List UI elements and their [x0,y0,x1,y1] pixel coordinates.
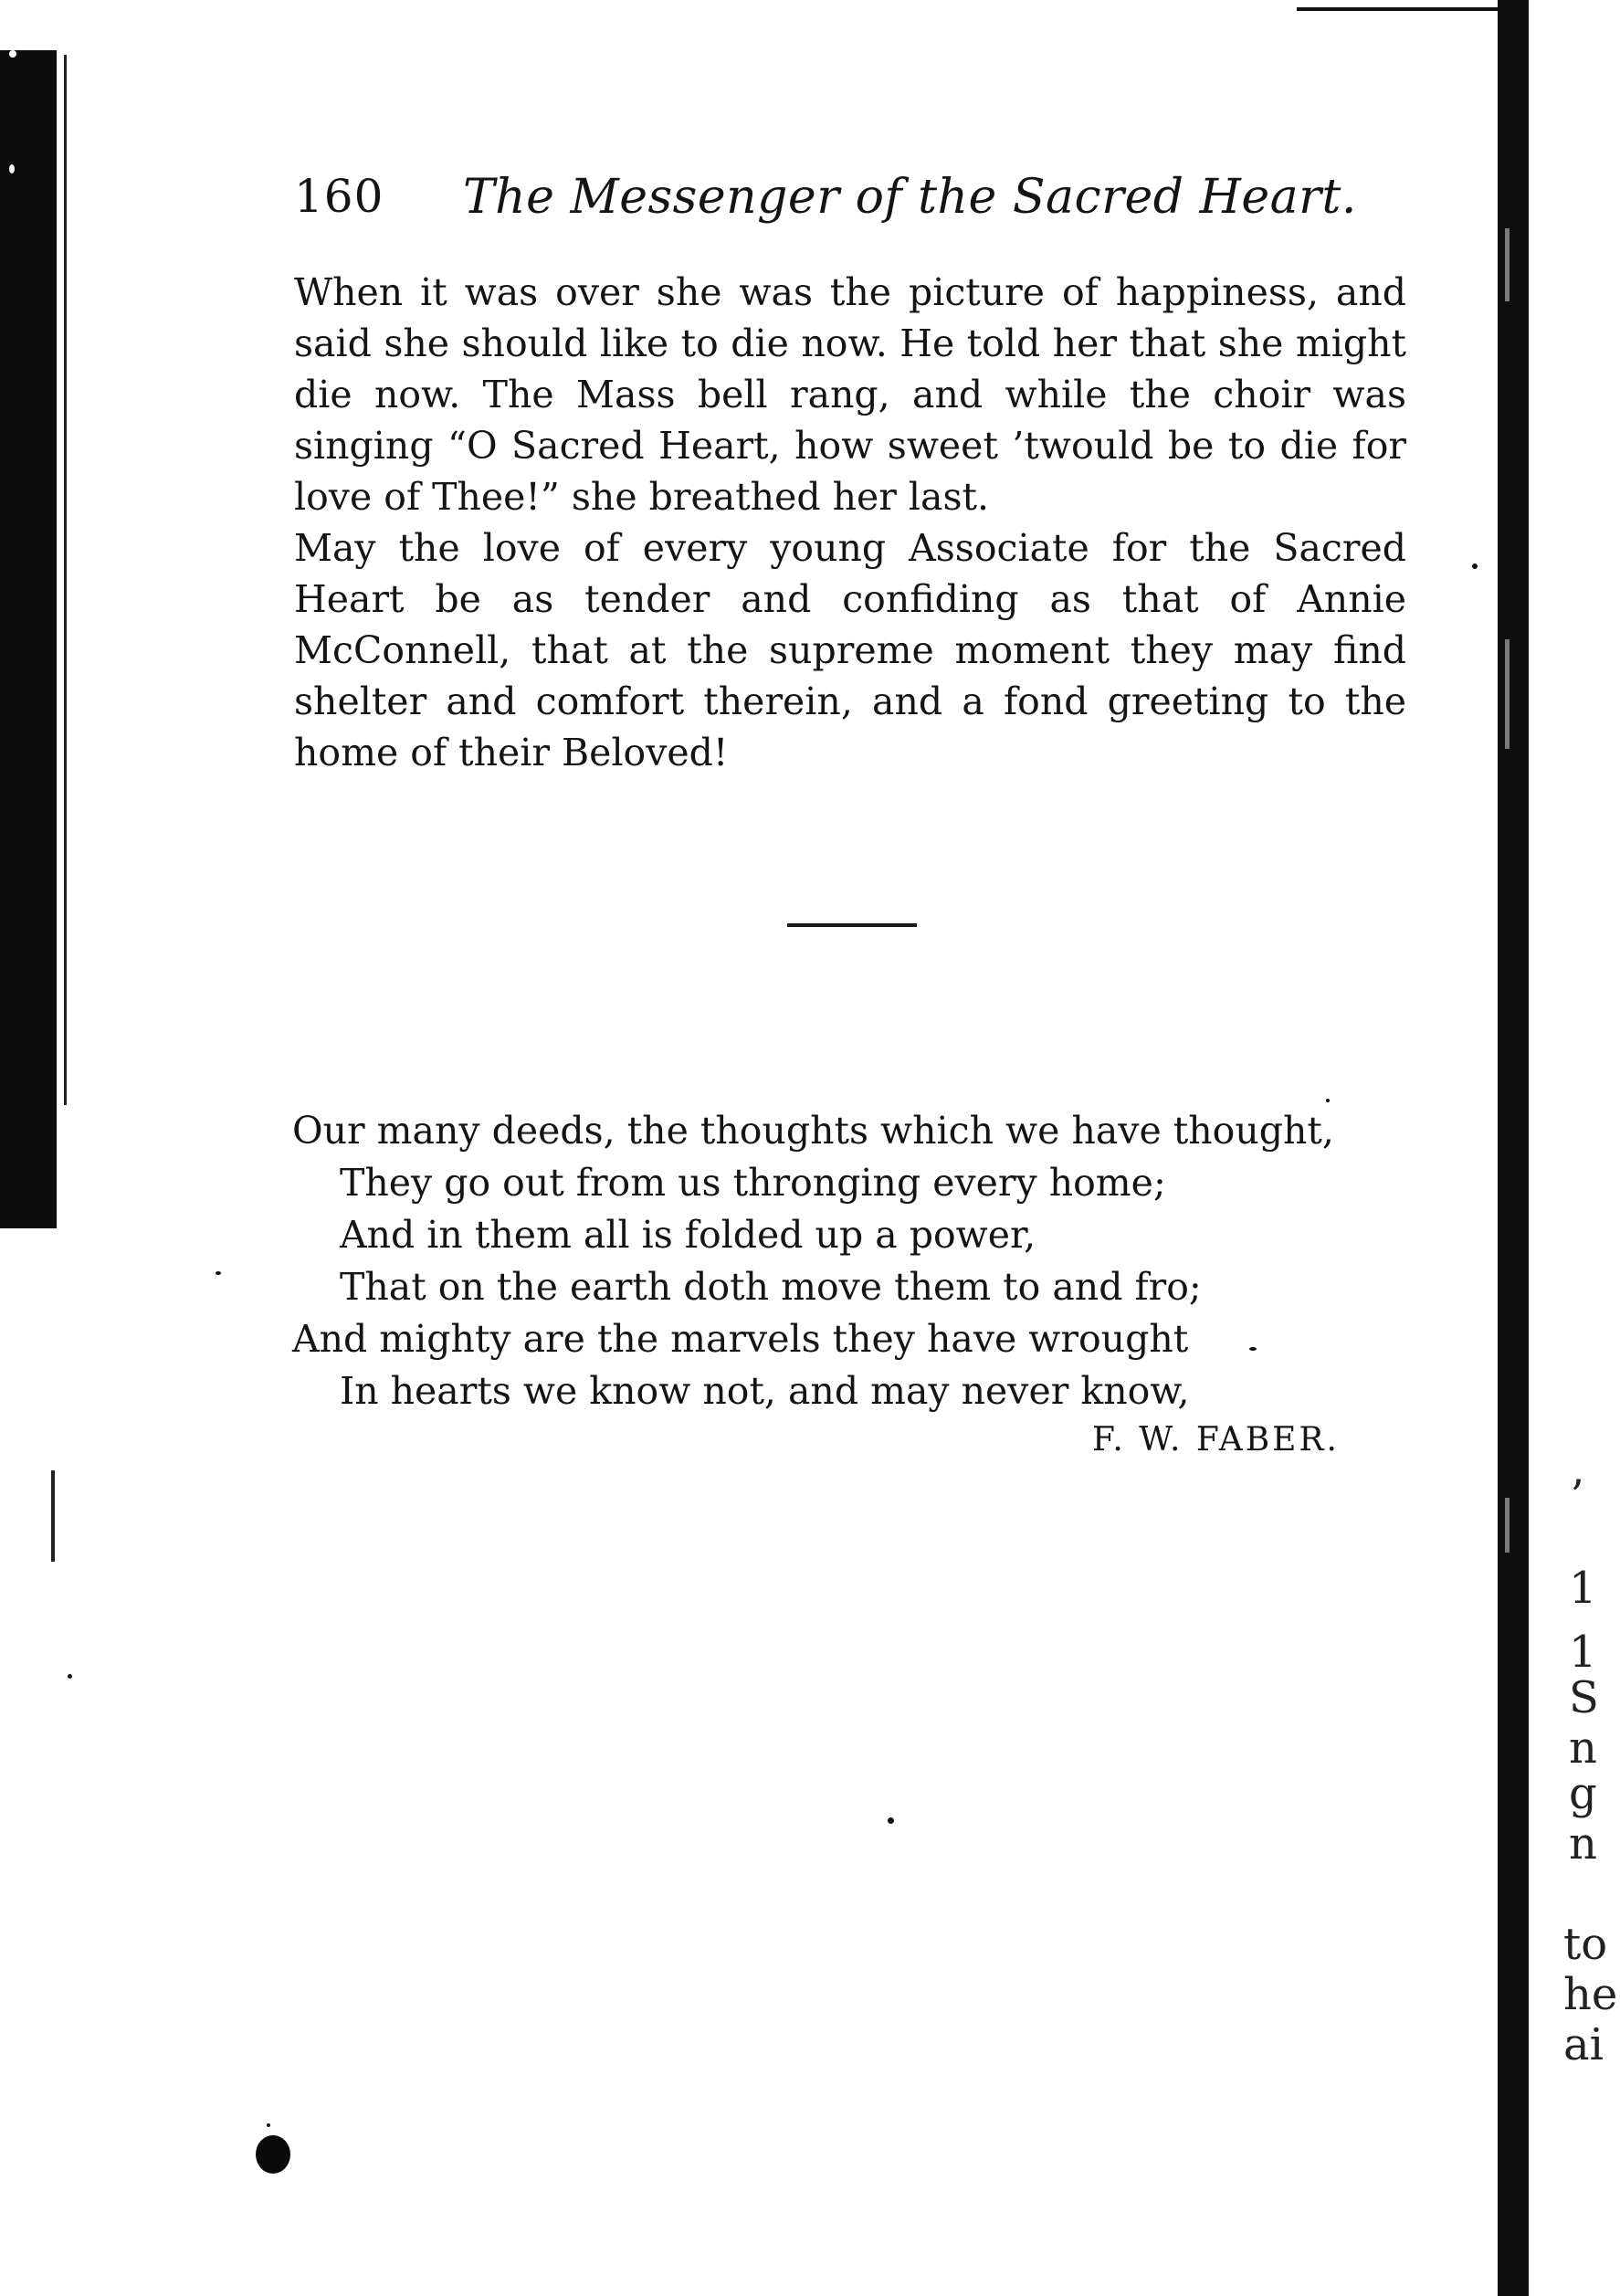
facing-page-fragment: g [1569,1768,1597,1819]
section-divider [787,923,917,927]
facing-page-fragment: he [1563,1969,1618,2020]
scan-edge-line [51,1470,55,1562]
scan-edge-line [64,55,67,1105]
poem [292,1105,1425,1417]
scan-speck [9,50,16,58]
facing-page-fragment: S [1569,1672,1599,1723]
paragraph: When it was over she was the picture of happiness, and said she should like to die now. He told her that she might die now. The Mass bell rang, and while the choir was singing “O Sacred Heart, how sweet ’twould be to die for love of Thee!” she breathed her last. [294,270,1406,519]
scan-edge-shadow-left [0,50,57,1228]
journal-title: The Messenger of the Sacred Heart. [463,170,1357,225]
running-head [294,170,1357,234]
facing-page-fragment: ʼ [1569,1471,1583,1522]
article-body [294,267,1406,778]
facing-page-fragment: n [1569,1722,1597,1774]
page-number: 160 [294,170,384,223]
facing-page-fragment: 1 [1569,1627,1597,1678]
paragraph: May the love of every young Associate for the Sacred Heart be as tender and confiding as that of Annie McConnell, that at the supreme moment they may find shelter and comfort therein, and a fond greeting to the home of their Beloved! [294,526,1406,774]
scan-top-rule [1297,7,1516,11]
facing-page-fragment: n [1569,1818,1597,1869]
poem-line: That on the earth doth move them to and fro; [340,1265,1202,1309]
scan-speck [216,1271,221,1275]
scan-edge-highlight [1505,228,1510,301]
scan-speck [1472,563,1478,569]
scan-edge-shadow-right [1498,0,1529,2296]
poem-line: And in them all is folded up a power, [340,1213,1036,1257]
ink-blot [256,2135,290,2174]
facing-page-fragment: ai [1563,2019,1604,2070]
facing-page-fragment: 1 [1569,1563,1597,1614]
poem-line: And mighty are the marvels they have wrought [292,1317,1189,1361]
scan-speck [68,1674,72,1679]
scan-edge-highlight [1505,1498,1510,1553]
poem-line: Our many deeds, the thoughts which we have thought, [292,1109,1334,1153]
facing-page-fragment: to [1563,1919,1608,1970]
scan-speck [267,2123,270,2127]
scan-edge-highlight [1505,639,1510,749]
poem-line: In hearts we know not, and may never know, [340,1369,1190,1413]
poem-attribution: F. W. FABER. [1092,1421,1340,1459]
scan-speck [888,1817,894,1824]
scan-speck [1326,1099,1330,1102]
scan-speck [9,164,15,174]
poem-line: They go out from us thronging every home; [340,1161,1166,1205]
